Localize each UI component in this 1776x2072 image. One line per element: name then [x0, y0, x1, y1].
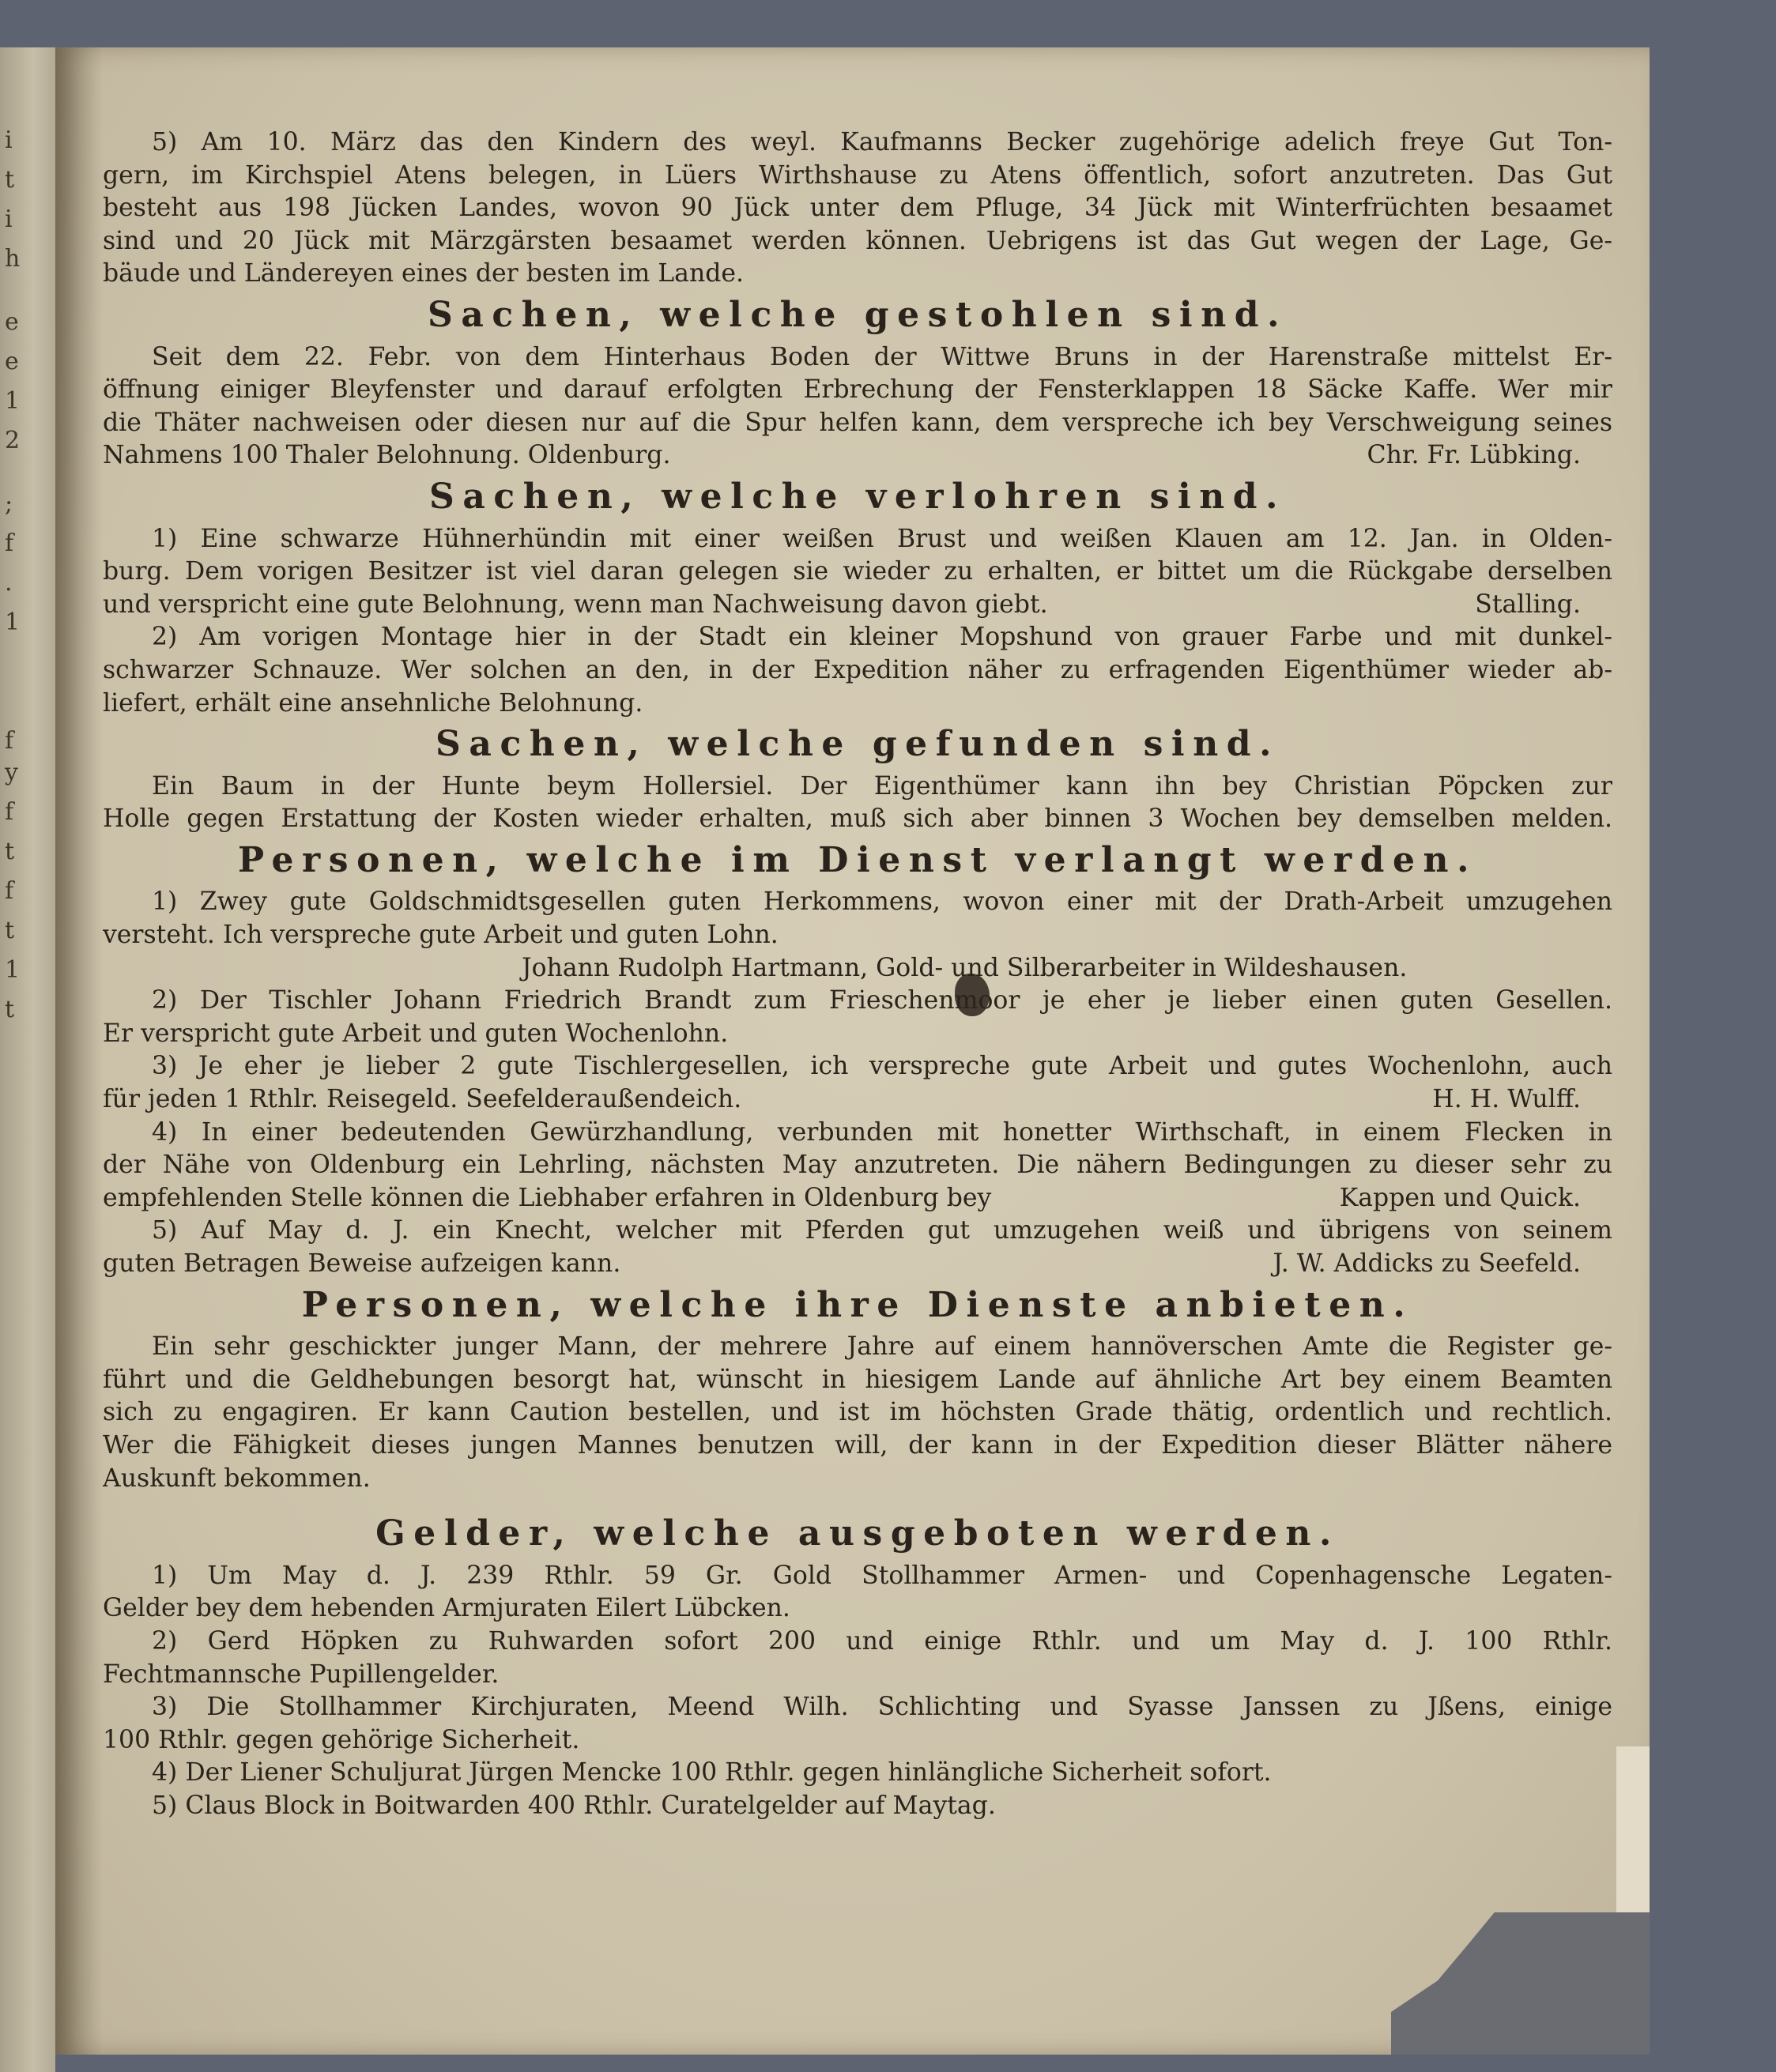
section-heading: Gelder, welche ausgeboten werden. [375, 1513, 1340, 1554]
facing-fragment: 2 [5, 427, 21, 454]
text-line: besteht aus 198 Jücken Landes, wovon 90 Jück unter dem Pfluge, 34 Jück mit Winterfrüchten besaamet [103, 194, 1612, 223]
text-line: 1) Eine schwarze Hühnerhündin mit einer weißen Brust und weißen Klauen am 12. Jan. in Olden- [152, 524, 1612, 553]
facing-fragment: ; [5, 490, 13, 518]
text-line: 3) Die Stollhammer Kirchjuraten, Meend Wilh. Schlichting und Syasse Janssen zu Jßens, einige [152, 1693, 1612, 1722]
section-found [103, 724, 1612, 836]
text-line: 3) Je eher je lieber 2 gute Tischlergesellen, ich verspreche gute Arbeit und gutes Wochenlohn, auch [152, 1052, 1612, 1081]
facing-fragment: f [5, 727, 14, 755]
text-line: sind und 20 Jück mit Märzgärsten besaamet werden können. Uebrigens ist das Gut wegen der Lage, Ge- [103, 226, 1612, 255]
text-line: 2) Am vorigen Montage hier in der Stadt ein kleiner Mopshund von grauer Farbe und mit dunkel- [152, 623, 1612, 652]
document-page [55, 47, 1650, 2055]
text-line: schwarzer Schnauze. Wer solchen an den, in der Expedition näher zu erfragenden Eigenthümer wieder ab- [103, 655, 1612, 684]
text-line: 1) Zwey gute Goldschmidtsgesellen guten Herkommens, wovon einer mit der Drath-Arbeit umzugehen [152, 887, 1612, 917]
facing-fragment: i [5, 205, 13, 233]
facing-fragment: t [5, 838, 15, 865]
text-line: Ein Baum in der Hunte beym Hollersiel. Der Eigenthümer kann ihn bey Christian Pöpcken zur [152, 771, 1612, 801]
text-line: Wer die Fähigkeit dieses jungen Mannes benutzen will, der kann in der Expedition dieser Blätter nähere [103, 1430, 1612, 1460]
text-line: Er verspricht gute Arbeit und guten Wochenlohn. [103, 1019, 729, 1048]
section-lost [103, 476, 1612, 720]
signature: Kappen und Quick. [1339, 1183, 1581, 1212]
facing-fragment: 1 [5, 956, 21, 984]
text-line [103, 1248, 1612, 1281]
facing-fragment: t [5, 996, 15, 1023]
section-heading: Sachen, welche verlohren sind. [428, 476, 1286, 517]
facing-fragment: f [5, 877, 14, 905]
section-wanted [103, 839, 1612, 1281]
text-line: versteht. Ich verspreche gute Arbeit und guten Lohn. [103, 921, 779, 950]
text-line: Auskunft bekommen. [103, 1464, 371, 1493]
line-text: guten Betragen Beweise aufzeigen kann. [103, 1249, 621, 1278]
facing-fragment: 1 [5, 608, 21, 636]
section-heading: Sachen, welche gestohlen sind. [428, 294, 1288, 335]
text-body [103, 126, 1612, 1823]
text-line: der Nähe von Oldenburg ein Lehrling, nächsten May anzutreten. Die nähern Bedingungen zu dieser sehr zu [103, 1151, 1612, 1180]
facing-fragment: f [5, 529, 14, 557]
signature: Stalling. [1475, 590, 1581, 619]
text-line: führt und die Geldhebungen besorgt hat, wünscht in hiesigem Lande auf ähnliche Art bey einem Beamten [103, 1365, 1612, 1394]
text-line: Holle gegen Erstattung der Kosten wieder erhalten, muß sich aber binnen 3 Wochen bey demselben melden. [103, 804, 1612, 834]
line-text: für jeden 1 Rthlr. Reisegeld. Seefelderaußendeich. [103, 1085, 742, 1114]
text-line: 100 Rthlr. gegen gehörige Sicherheit. [103, 1725, 580, 1754]
facing-fragment: e [5, 308, 19, 336]
text-line: liefert, erhält eine ansehnliche Belohnung. [103, 688, 643, 718]
facing-fragment: . [5, 569, 13, 597]
section-auction [103, 126, 1612, 291]
text-line: sich zu engagiren. Er kann Caution bestellen, und ist im höchsten Grade thätig, ordentlich und rechtlich. [103, 1398, 1612, 1427]
text-line: 5) Am 10. März das den Kindern des weyl. Kaufmanns Becker zugehörige adelich freye Gut Ton- [152, 128, 1612, 156]
section-heading: Personen, welche ihre Dienste anbieten. [301, 1284, 1414, 1325]
text-line: Ein sehr geschickter junger Mann, der mehrere Jahre auf einem hannöverschen Amte die Register ge- [152, 1332, 1612, 1362]
text-line: 4) Der Liener Schuljurat Jürgen Mencke 100 Rthlr. gegen hinlängliche Sicherheit sofort. [152, 1758, 1272, 1788]
page-gutter-shadow [55, 47, 103, 2055]
text-line [103, 439, 1612, 473]
signature: J. W. Addicks zu Seefeld. [1273, 1249, 1581, 1278]
facing-fragment: t [5, 917, 15, 944]
text-line: öffnung einiger Bleyfenster und darauf erfolgten Erbrechung der Fensterklappen 18 Säcke Kaffe. Wer mir [103, 375, 1612, 405]
text-line: Johann Rudolph Hartmann, Gold- und Silberarbeiter in Wildeshausen. [522, 953, 1408, 982]
text-line [103, 589, 1612, 622]
text-line: gern, im Kirchspiel Atens belegen, in Lüers Wirthshause zu Atens öffentlich, sofort anzutreten. Das Gut [103, 160, 1612, 190]
text-line: 2) Der Tischler Johann Friedrich Brandt zum Frieschenmoor je eher je lieber einen guten Gesellen. [152, 986, 1612, 1015]
text-line: Fechtmannsche Pupillengelder. [103, 1659, 500, 1689]
facing-fragment: h [5, 245, 21, 273]
signature: Chr. Fr. Lübking. [1367, 441, 1581, 470]
text-line: 1) Um May d. J. 239 Rthlr. 59 Gr. Gold Stollhammer Armen- und Copenhagensche Legaten- [152, 1561, 1612, 1590]
text-line: 5) Auf May d. J. ein Knecht, welcher mit Pferden gut umzugehen weiß und übrigens von seinem [152, 1216, 1612, 1245]
facing-fragment: 1 [5, 387, 21, 415]
section-heading: Personen, welche im Dienst verlangt werden. [238, 839, 1477, 880]
text-line: bäude und Ländereyen eines der besten im Lande. [103, 259, 745, 288]
text-line: burg. Dem vorigen Besitzer ist viel daran gelegen sie wieder zu erhalten, er bittet um die Rückgabe derselben [103, 557, 1612, 586]
signature: H. H. Wulff. [1432, 1085, 1581, 1114]
line-text: und verspricht eine gute Belohnung, wenn man Nachweisung davon giebt. [103, 590, 1048, 619]
torn-corner [1391, 1912, 1650, 2055]
line-text: Nahmens 100 Thaler Belohnung. Oldenburg. [103, 441, 671, 470]
section-money [103, 1513, 1612, 1822]
section-stolen [103, 294, 1612, 473]
facing-fragment: y [5, 759, 18, 786]
facing-fragment: e [5, 348, 19, 375]
facing-fragment: f [5, 798, 14, 826]
text-line [103, 1182, 1612, 1215]
facing-page-edge [0, 47, 55, 2072]
line-text: empfehlenden Stelle können die Liebhaber erfahren in Oldenburg bey [103, 1183, 992, 1212]
section-heading: Sachen, welche gefunden sind. [436, 724, 1280, 765]
section-offering [103, 1284, 1612, 1496]
text-line: 2) Gerd Höpken zu Ruhwarden sofort 200 und einige Rthlr. und um May d. J. 100 Rthlr. [152, 1626, 1612, 1656]
text-line: Seit dem 22. Febr. von dem Hinterhaus Boden der Wittwe Bruns in der Harenstraße mittelst Er- [152, 342, 1612, 371]
facing-fragment: t [5, 166, 15, 194]
text-line: Gelder bey dem hebenden Armjuraten Eilert Lübcken. [103, 1594, 790, 1623]
facing-fragment: i [5, 126, 13, 154]
text-line: die Thäter nachweisen oder diesen nur auf die Spur helfen kann, dem verspreche ich bey Verschweigung seines [103, 408, 1612, 437]
text-line: 4) In einer bedeutenden Gewürzhandlung, verbunden mit honetter Wirthschaft, in einem Flecken in [152, 1117, 1612, 1147]
text-line [103, 1083, 1612, 1117]
text-line: 5) Claus Block in Boitwarden 400 Rthlr. Curatelgelder auf Maytag. [152, 1791, 996, 1820]
